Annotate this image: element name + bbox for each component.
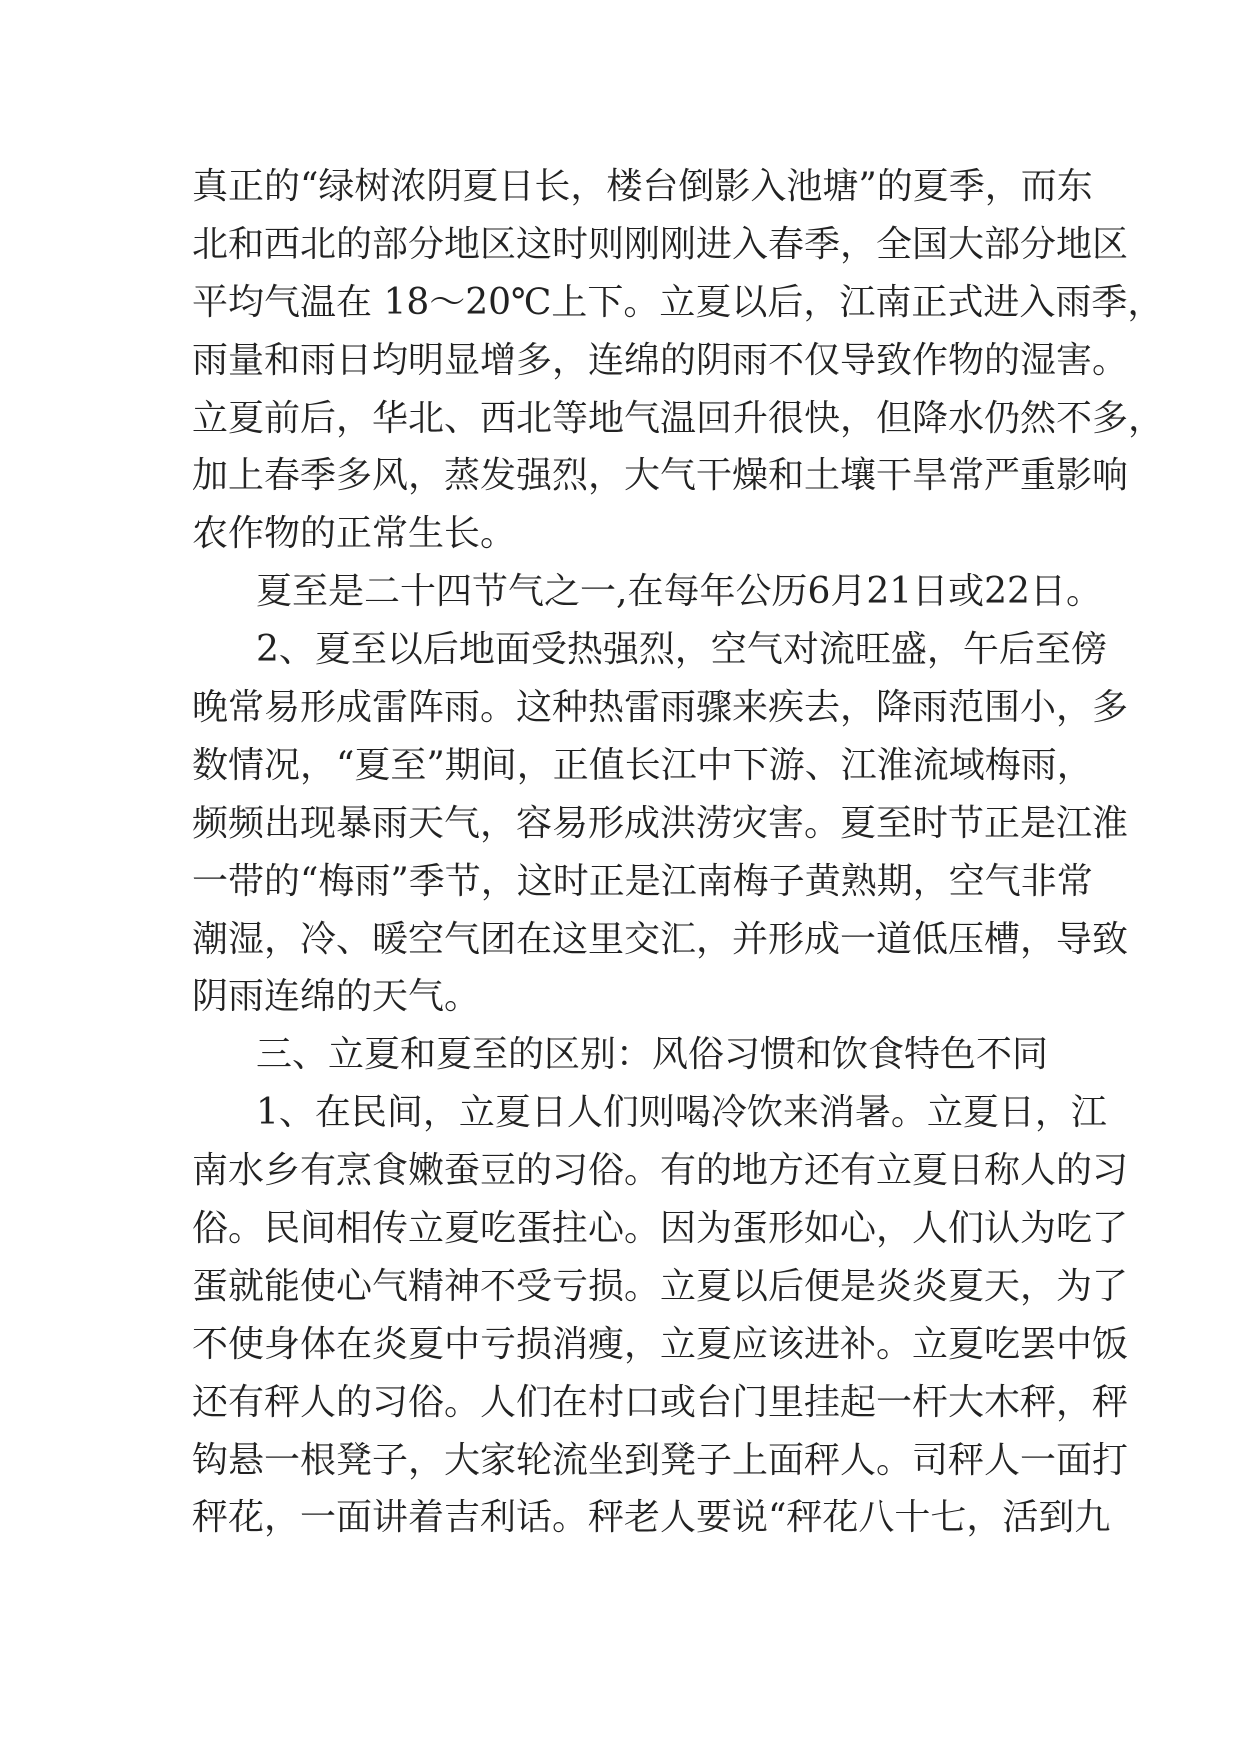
text-line: 还有秤人的习俗。人们在村口或台门里挂起一杆大木秤，秤 <box>192 1381 1129 1423</box>
text-line: 2、夏至以后地面受热强烈，空气对流旺盛，午后至傍 <box>256 629 1107 671</box>
text-line: 夏至是二十四节气之一,在每年公历6月21日或22日。 <box>256 571 1102 613</box>
text-line: 频频出现暴雨天气，容易形成洪涝灾害。夏至时节正是江淮 <box>192 802 1129 844</box>
text-line: 平均气温在 18～20℃上下。立夏以后，江南正式进入雨季， <box>192 281 1164 323</box>
text-line: 三、立夏和夏至的区别：风俗习惯和饮食特色不同 <box>256 1034 1049 1076</box>
text-line: 立夏前后，华北、西北等地气温回升很快，但降水仍然不多， <box>192 397 1165 439</box>
text-line: 南水乡有烹食嫩蚕豆的习俗。有的地方还有立夏日称人的习 <box>192 1150 1129 1192</box>
text-line: 俗。民间相传立夏吃蛋拄心。因为蛋形如心，人们认为吃了 <box>192 1208 1129 1250</box>
text-line: 不使身体在炎夏中亏损消瘦，立夏应该进补。立夏吃罢中饭 <box>192 1323 1129 1365</box>
text-line: 加上春季多风，蒸发强烈，大气干燥和土壤干旱常严重影响 <box>192 455 1129 497</box>
text-line: 晚常易形成雷阵雨。这种热雷雨骤来疾去，降雨范围小，多 <box>192 687 1129 729</box>
text-line: 1、在民间，立夏日人们则喝冷饮来消暑。立夏日，江 <box>256 1092 1107 1134</box>
text-line: 秤花，一面讲着吉利话。秤老人要说“秤花八十七，活到九 <box>192 1497 1111 1539</box>
text-line: 真正的“绿树浓阴夏日长，楼台倒影入池塘”的夏季，而东 <box>192 166 1093 207</box>
text-line: 数情况，“夏至”期间，正值长江中下游、江淮流域梅雨， <box>192 744 1093 786</box>
text-line: 阴雨连绵的天气。 <box>192 976 481 1018</box>
text-line: 蛋就能使心气精神不受亏损。立夏以后便是炎炎夏天，为了 <box>192 1265 1129 1307</box>
text-line: 雨量和雨日均明显增多，连绵的阴雨不仅导致作物的湿害。 <box>192 339 1129 381</box>
document-body <box>192 158 1165 1547</box>
text-line: 潮湿，冷、暖空气团在这里交汇，并形成一道低压槽，导致 <box>192 918 1129 960</box>
text-line: 一带的“梅雨”季节，这时正是江南梅子黄熟期，空气非常 <box>192 860 1093 902</box>
text-line: 农作物的正常生长。 <box>192 513 517 555</box>
text-line: 钩悬一根凳子，大家轮流坐到凳子上面秤人。司秤人一面打 <box>192 1439 1129 1481</box>
text-line: 北和西北的部分地区这时则刚刚进入春季，全国大部分地区 <box>192 223 1129 265</box>
